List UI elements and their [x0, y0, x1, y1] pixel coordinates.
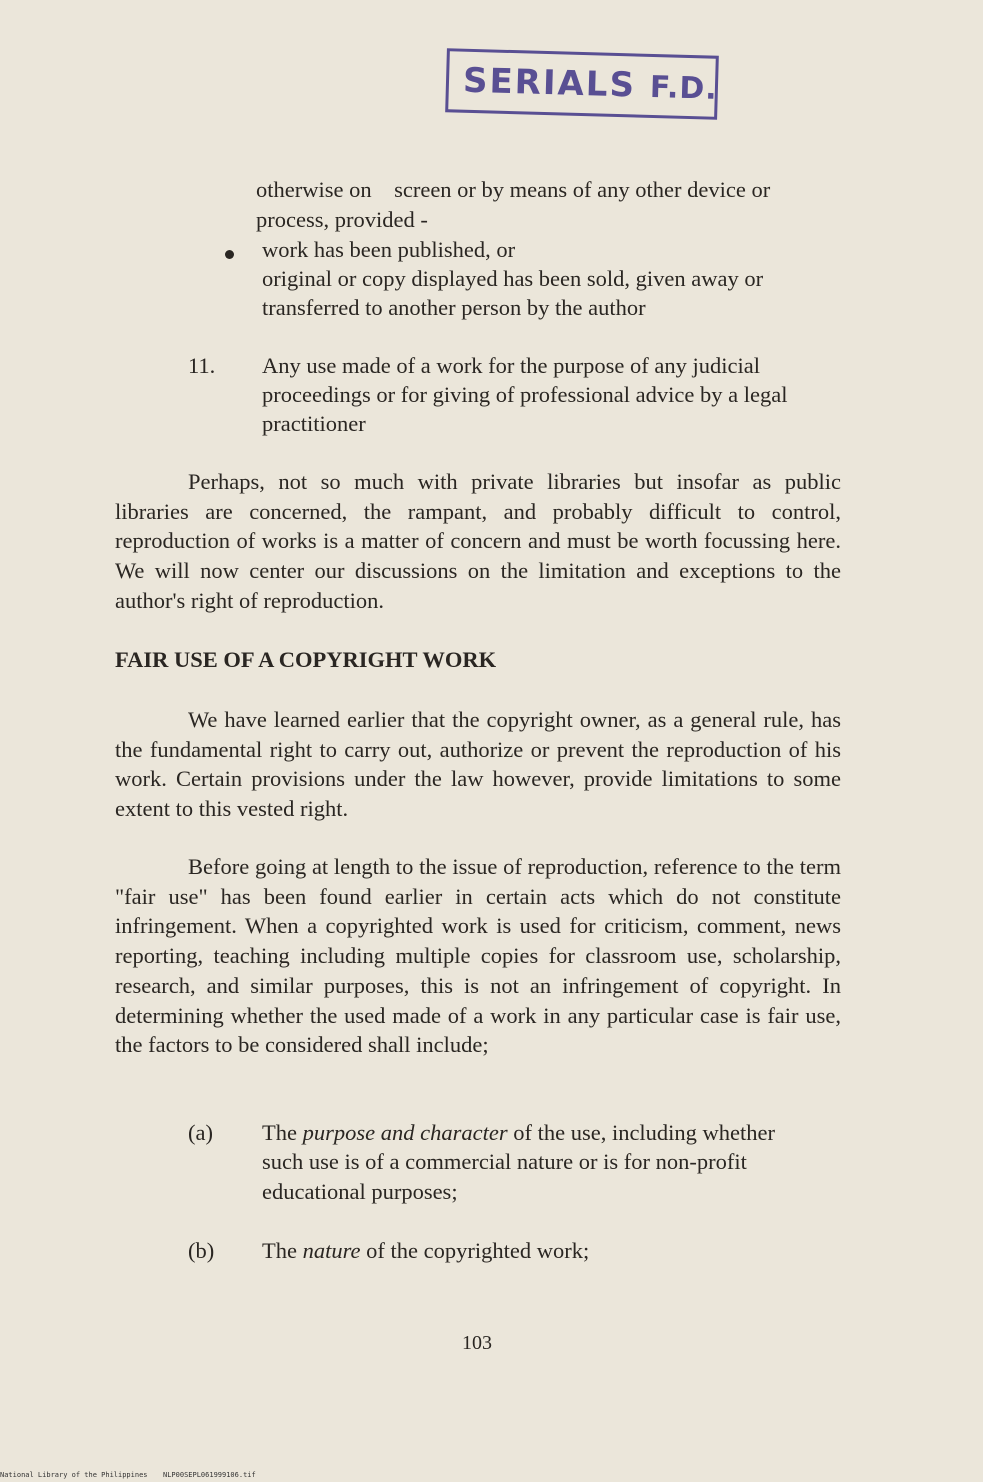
item-11-line-1: Any use made of a work for the purpose of any judicial [262, 353, 760, 378]
continuation-line-1: otherwise on screen or by means of any other device or [256, 177, 771, 202]
paragraph-public-libraries: Perhaps, not so much with private libraries but insofar as public libraries are concerned, the rampant, and probably difficult to control, reproduction of works is a matter of concern and must be worth focussing here. We will now center our discussions on the limitation and exceptions to the author's right of reproduction. [115, 469, 841, 613]
bullet-item-2-line-2: transferred to another person by the author [262, 295, 646, 320]
stamp-suffix: F.D. [649, 69, 719, 107]
bullet-item-1: work has been published, or [262, 237, 516, 262]
paragraph-copyright-owner: We have learned earlier that the copyright owner, as a general rule, has the fundamental right to carry out, authorize or prevent the reproduction of his work. Certain provisions under the law however, provide limitations to some extent to this vested right. [115, 707, 841, 822]
footer-filename: NLP00SEPL061999106.tif [163, 1471, 256, 1479]
factor-a-post: of the use, including whether [507, 1120, 776, 1145]
bullet-item-2-line-1: original or copy displayed has been sold, given away or [262, 266, 764, 291]
factor-a-line-3: educational purposes; [262, 1179, 458, 1204]
factor-b-line-1 [262, 1236, 589, 1266]
stamp-text: SERIALS [462, 60, 637, 106]
factor-b-label: (b) [188, 1238, 215, 1263]
section-heading: FAIR USE OF A COPYRIGHT WORK [115, 647, 497, 672]
serials-stamp [445, 48, 719, 120]
factor-a-emphasis: purpose and character [302, 1120, 508, 1145]
factor-b-emphasis: nature [302, 1238, 361, 1263]
page-number: 103 [462, 1332, 492, 1354]
continuation-line-2: process, provided - [256, 207, 428, 232]
footer-library: National Library of the Philippines [0, 1471, 148, 1479]
factor-a-line-2: such use is of a commercial nature or is for non-profit [262, 1149, 747, 1174]
factor-a-pre: The [262, 1120, 303, 1145]
paragraph-fair-use: Before going at length to the issue of reproduction, reference to the term "fair use" has been found earlier in certain acts which do not constitute infringement. When a copyrighted work is used for criticism, comment, news reporting, teaching including multiple copies for classroom use, scholarship, research, and similar purposes, this is not an infringement of copyright. In determining whether the used made of a work in any particular case is fair use, the factors to be considered shall include; [115, 854, 841, 1058]
factor-b-post: of the copyrighted work; [360, 1238, 590, 1263]
item-11-line-2: proceedings or for giving of professional advice by a legal [262, 382, 788, 407]
factor-a-label: (a) [188, 1120, 213, 1145]
factor-b-pre: The [262, 1238, 303, 1263]
item-11-line-3: practitioner [262, 411, 366, 436]
item-11-number: 11. [188, 353, 216, 378]
factor-a-line-1 [262, 1118, 775, 1148]
bullet-dot [225, 250, 234, 259]
